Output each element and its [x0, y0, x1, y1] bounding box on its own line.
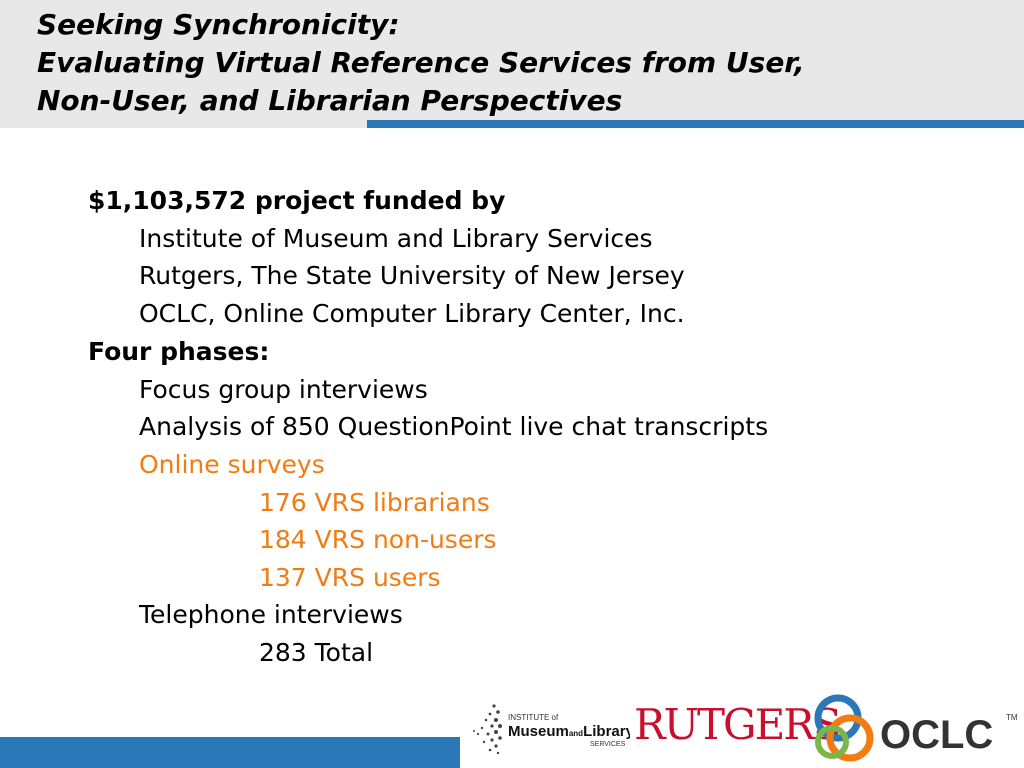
phase-transcript-analysis: Analysis of 850 QuestionPoint live chat transcripts: [139, 412, 769, 441]
funder-oclc: OCLC, Online Computer Library Center, Inc.: [139, 299, 685, 328]
svg-text:SERVICES: SERVICES: [590, 741, 626, 748]
rutgers-logo: RUTGERS: [634, 700, 840, 749]
survey-group-users: 137 VRS users: [259, 563, 441, 592]
phases-heading: Four phases:: [88, 337, 270, 366]
telephone-total: 283 Total: [259, 638, 374, 667]
svg-text:OCLC: OCLC: [880, 713, 994, 757]
phase-focus-groups: Focus group interviews: [139, 375, 428, 404]
title-line-1: Seeking Synchronicity:: [37, 8, 400, 41]
svg-text:INSTITUTE of: INSTITUTE of: [508, 713, 559, 722]
footer-bar: [0, 737, 460, 768]
survey-group-non-users: 184 VRS non-users: [259, 525, 497, 554]
imls-logo: [470, 698, 630, 762]
svg-text:TM: TM: [1006, 713, 1018, 722]
survey-group-librarians: 176 VRS librarians: [259, 488, 490, 517]
phase-telephone-interviews: Telephone interviews: [139, 600, 403, 629]
title-line-2: Evaluating Virtual Reference Services from User,: [37, 46, 805, 79]
funder-imls: Institute of Museum and Library Services: [139, 224, 653, 253]
title-line-3: Non-User, and Librarian Perspectives: [37, 84, 623, 117]
phase-online-surveys: Online surveys: [139, 450, 325, 479]
slide-title: [37, 6, 805, 120]
title-header: [0, 0, 1024, 128]
sponsor-logos: [466, 688, 1024, 768]
funding-heading: $1,103,572 project funded by: [88, 186, 506, 215]
oclc-logo: [810, 690, 1024, 768]
funder-rutgers: Rutgers, The State University of New Jersey: [139, 261, 685, 290]
header-divider: [367, 120, 1024, 128]
svg-text:MuseumandLibrary: MuseumandLibrary: [508, 723, 630, 740]
